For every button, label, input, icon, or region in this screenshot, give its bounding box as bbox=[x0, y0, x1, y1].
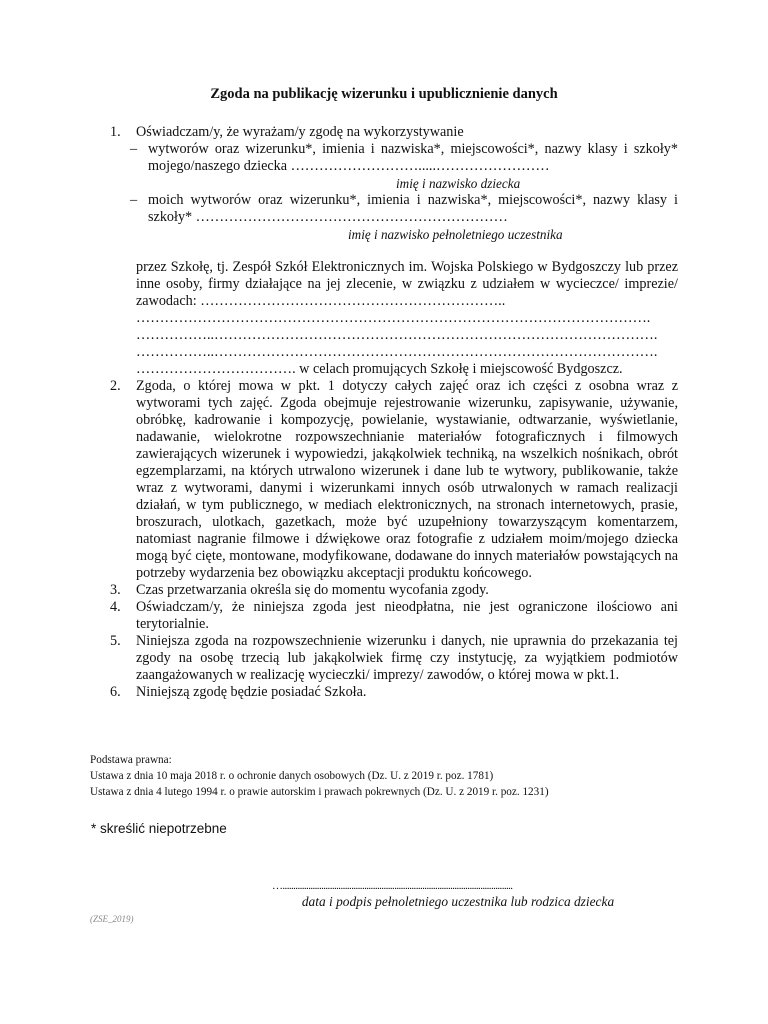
adult-consent-text: moich wytworów oraz wizerunku*, imienia i nazwiska*, miejscowości*, nazwy klasy i szkoły* ………………………………………………………… bbox=[148, 192, 678, 225]
list-item-6 bbox=[110, 684, 678, 701]
item-2-text: Zgoda, o której mowa w pkt. 1 dotyczy całych zajęć oraz ich części z osobna wraz z wytworami tych zajęć. Zgoda obejmuje rejestrowanie wizerunku, zapisywanie, używanie, obróbkę, kadrowanie i kompozycję, powielanie, wystawianie, odtwarzanie, wyświetlanie, nadawanie, wielokrotne rozpowszechnianie materiałów fotograficznych i filmowych zawierających wizerunek i wypowiedzi, jakąkolwiek techniką, na wszelkich nośnikach, obrót egzemplarzami, na których utrwalono wizerunek i dane lub te wytwory, publikowanie, także wraz z wytworami, danymi i wizerunkami innych osób utrwalonych w ramach realizacji działań, w tym publicznego, w mediach elektronicznych, na stronach internetowych, prasie, broszurach, ulotkach, gazetkach, może być uzupełniony towarzyszącym komentarzem, natomiast nagranie filmowe i dźwiękowe oraz fotografie z udziałem moim/mojego dziecka mogą być cięte, montowane, modyfikowane, dodawane do innych materiałów powstających na potrzeby wydarzenia bez obowiązku akceptacji produktu końcowego. bbox=[136, 378, 678, 581]
item-1-body: przez Szkołę, tj. Zespół Szkół Elektronicznych im. Wojska Polskiego w Bydgoszczy lub przez inne osoby, firmy działające na jej zlecenie, w związku z udziałem w wycieczce/ imprezie/ zawodach: ……………………………………………………….. bbox=[136, 259, 678, 309]
list-item-3 bbox=[110, 582, 678, 599]
item-number: 5. bbox=[110, 633, 121, 649]
fill-line: ……………..…………………………………………………………………………………. bbox=[136, 327, 658, 343]
dash-marker: – bbox=[130, 192, 138, 208]
child-consent-option bbox=[110, 141, 678, 192]
legal-basis-line: Ustawa z dnia 10 maja 2018 r. o ochronie danych osobowych (Dz. U. z 2019 r. poz. 1781) bbox=[90, 770, 494, 782]
list-item-4 bbox=[110, 599, 678, 633]
item-number: 6. bbox=[110, 684, 121, 700]
item-6-text: Niniejszą zgodę będzie posiadać Szkoła. bbox=[136, 684, 367, 700]
list-item-5 bbox=[110, 633, 678, 684]
item-3-text: Czas przetwarzania określa się do momentu wycofania zgody. bbox=[136, 582, 489, 598]
adult-name-hint: imię i nazwisko pełnoletniego uczestnika bbox=[348, 227, 563, 242]
item-5-text: Niniejsza zgoda na rozpowszechnienie wizerunku i danych, nie uprawnia do przekazania tej zgody na osobę trzecią lub jakąkolwiek firmę czy instytucję, za wyjątkiem podmiotów zaangażowanych w realizację wycieczki/ imprezy/ zawodów, o której mowa w pkt.1. bbox=[136, 633, 678, 683]
dash-marker: – bbox=[130, 141, 138, 157]
document-title: Zgoda na publikację wizerunku i upublicznienie danych bbox=[210, 86, 558, 102]
item-number: 3. bbox=[110, 582, 121, 598]
fill-line: ………………………………………………………………………………………………. bbox=[136, 310, 651, 326]
adult-consent-option bbox=[110, 192, 678, 243]
signature-line: …........................................................................................................... bbox=[272, 880, 513, 892]
consent-list bbox=[110, 124, 678, 701]
footnote: * skreślić niepotrzebne bbox=[91, 821, 227, 836]
item-number: 1. bbox=[110, 124, 121, 140]
legal-basis-heading: Podstawa prawna: bbox=[90, 754, 172, 766]
legal-basis bbox=[90, 752, 549, 800]
item-number: 4. bbox=[110, 599, 121, 615]
item-number: 2. bbox=[110, 378, 121, 394]
signature-label: data i podpis pełnoletniego uczestnika lub rodzica dziecka bbox=[301, 894, 615, 909]
item-1-end: ……………………………. w celach promujących Szkołę i miejscowość Bydgoszcz. bbox=[136, 361, 623, 377]
child-name-hint: imię i nazwisko dziecka bbox=[396, 176, 521, 191]
item-4-text: Oświadczam/y, że niniejsza zgoda jest nieodpłatna, nie jest ograniczone ilościowo ani terytorialnie. bbox=[136, 599, 678, 632]
legal-basis-line: Ustawa z dnia 4 lutego 1994 r. o prawie autorskim i prawach pokrewnych (Dz. U. z 2019 r. poz. 1231) bbox=[90, 786, 549, 798]
document-code: (ZSE_2019) bbox=[90, 914, 134, 924]
item-1-intro: Oświadczam/y, że wyrażam/y zgodę na wykorzystywanie bbox=[136, 124, 464, 140]
list-item-1 bbox=[110, 124, 678, 378]
list-item-2 bbox=[110, 378, 678, 582]
child-consent-text: wytworów oraz wizerunku*, imienia i nazwiska*, miejscowości*, nazwy klasy i szkoły* mojego/naszego dziecka ……………………….....…………………… bbox=[148, 141, 678, 174]
fill-line: ……………..…………………………………………………………………………………. bbox=[136, 344, 658, 360]
